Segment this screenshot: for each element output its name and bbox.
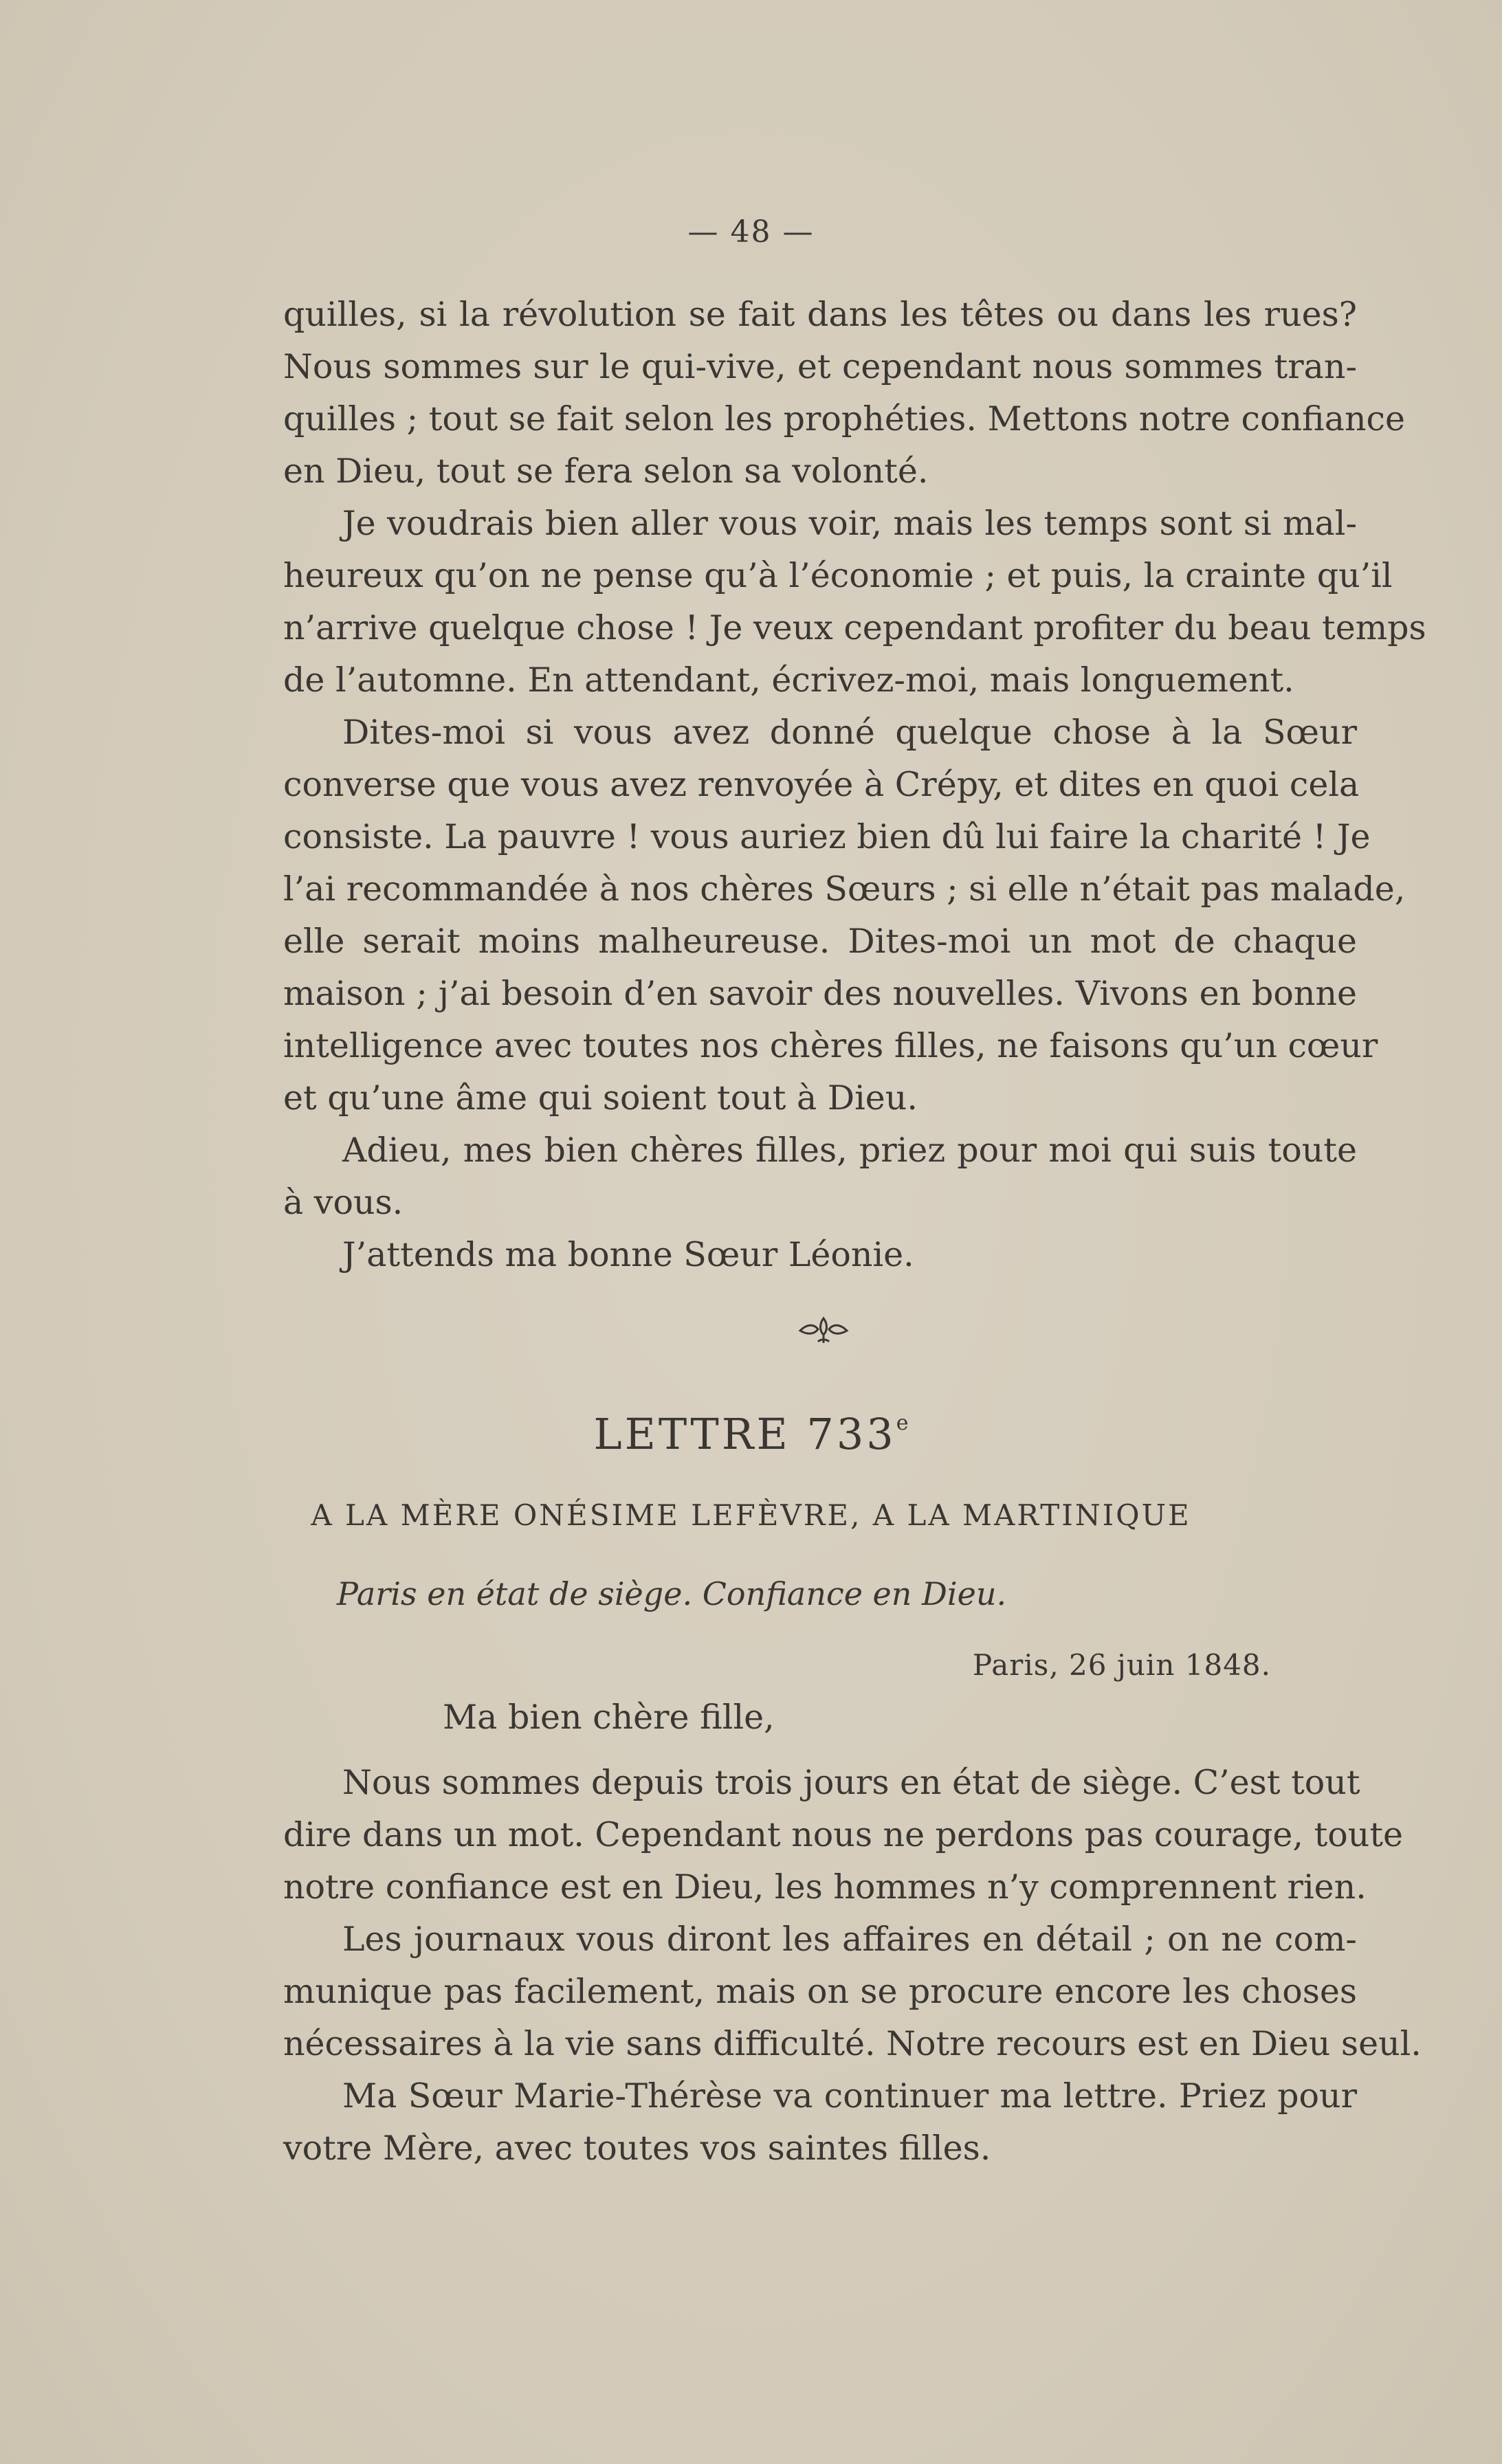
letter-summary: Paris en état de siège. Confiance en Dieu. — [337, 1575, 1007, 1612]
text-line: dire dans un mot. Cependant nous ne perdons pas courage, toute — [283, 1815, 1404, 1854]
text-line: l’ai recommandée à nos chères Sœurs ; si elle n’était pas malade, — [283, 869, 1406, 909]
text-line: Dites-moi si vous avez donné quelque chose à la Sœur — [342, 713, 1357, 752]
text-line: Nous sommes depuis trois jours en état de siège. C’est tout — [342, 1763, 1360, 1802]
letter-dateline: Paris, 26 juin 1848. — [972, 1648, 1271, 1682]
paragraph — [283, 707, 1406, 1124]
letter-title-suffix: e — [896, 1411, 909, 1435]
letter-salutation: Ma bien chère fille, — [443, 1698, 775, 1737]
text-line: Nous sommes sur le qui-vive, et cependant nous sommes tran- — [283, 347, 1357, 386]
text-line: Je voudrais bien aller vous voir, mais les temps sont si mal- — [342, 504, 1357, 543]
text-line: en Dieu, tout se fera selon sa volonté. — [283, 452, 929, 491]
paragraph — [283, 1913, 1422, 2070]
text-line: Adieu, mes bien chères filles, priez pour moi qui suis toute — [342, 1131, 1357, 1170]
text-line: J’attends ma bonne Sœur Léonie. — [342, 1235, 914, 1274]
previous-letter-body — [283, 289, 1426, 1281]
text-line: de l’automne. En attendant, écrivez-moi, mais longuement. — [283, 661, 1294, 700]
letter-title — [0, 1409, 1502, 1459]
text-line: converse que vous avez renvoyée à Crépy, et dites en quoi cela — [283, 765, 1360, 804]
text-line: et qu’une âme qui soient tout à Dieu. — [283, 1078, 918, 1118]
text-line: elle serait moins malheureuse. Dites-moi un mot de chaque — [283, 922, 1357, 961]
text-line: quilles ; tout se fait selon les prophéties. Mettons notre confiance — [283, 399, 1405, 439]
text-line: maison ; j’ai besoin d’en savoir des nouvelles. Vivons en bonne — [283, 974, 1357, 1013]
text-line: Les journaux vous diront les affaires en détail ; on ne com- — [342, 1920, 1357, 1959]
text-line: à vous. — [283, 1183, 404, 1222]
fleuron-ornament-icon — [797, 1314, 850, 1346]
text-line: heureux qu’on ne pense qu’à l’économie ; et puis, la crainte qu’il — [283, 556, 1393, 595]
text-line: Ma Sœur Marie-Thérèse va continuer ma lettre. Priez pour — [342, 2076, 1357, 2116]
letter-body — [283, 1757, 1422, 2175]
text-line: consiste. La pauvre ! vous auriez bien dû lui faire la charité ! Je — [283, 817, 1371, 856]
text-line: quilles, si la révolution se fait dans les têtes ou dans les rues? — [283, 295, 1357, 334]
text-line: intelligence avec toutes nos chères filles, ne faisons qu’un cœur — [283, 1026, 1378, 1065]
text-line: votre Mère, avec toutes vos saintes filles. — [283, 2129, 991, 2168]
paragraph — [283, 1124, 1357, 1229]
paragraph — [283, 289, 1405, 498]
text-line: notre confiance est en Dieu, les hommes n’y comprennent rien. — [283, 1867, 1367, 1907]
paragraph — [283, 1229, 1357, 1281]
text-line: nécessaires à la vie sans difficulté. Notre recours est en Dieu seul. — [283, 2024, 1422, 2063]
letter-recipient: A LA MÈRE ONÉSIME LEFÈVRE, A LA MARTINIQUE — [311, 1498, 1191, 1532]
text-line: n’arrive quelque chose ! Je veux cependant profiter du beau temps — [283, 608, 1426, 647]
text-line: munique pas facilement, mais on se procure encore les choses — [283, 1972, 1357, 2011]
page-number: — 48 — — [687, 214, 815, 249]
paragraph — [283, 498, 1426, 707]
paragraph — [283, 1757, 1404, 1913]
letter-title-text: LETTRE 733 — [593, 1409, 896, 1459]
paragraph — [283, 2070, 1357, 2175]
